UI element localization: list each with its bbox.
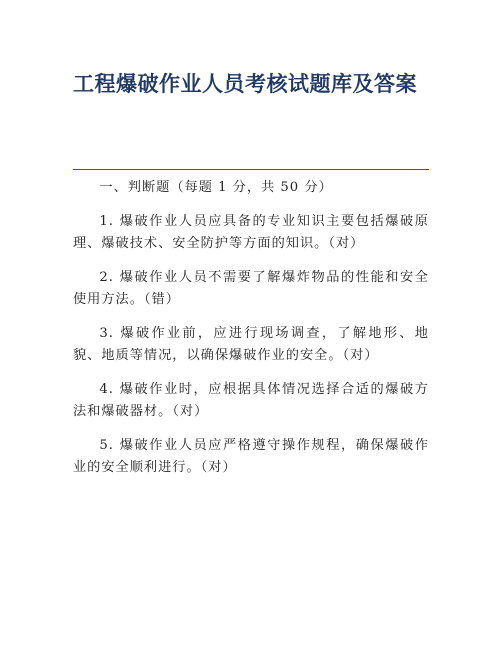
question-3: 3. 爆破作业前，应进行现场调查，了解地形、地貌、地质等情况，以确保爆破作业的安全。（对） [73, 325, 429, 363]
section-heading: 一、判断题（每题 1 分，共 50 分） [99, 180, 333, 195]
question-4: 4. 爆破作业时，应根据具体情况选择合适的爆破方法和爆破器材。（对） [73, 381, 429, 419]
title-divider [73, 169, 429, 170]
document-title: 工程爆破作业人员考核试题库及答案 [73, 72, 417, 96]
question-1: 1. 爆破作业人员应具备的专业知识主要包括爆破原理、爆破技术、安全防护等方面的知识。（对） [73, 213, 429, 251]
document-body [73, 177, 429, 491]
question-5: 5. 爆破作业人员应严格遵守操作规程，确保爆破作业的安全顺利进行。（对） [73, 437, 429, 475]
question-2: 2. 爆破作业人员不需要了解爆炸物品的性能和安全使用方法。（错） [73, 269, 429, 307]
